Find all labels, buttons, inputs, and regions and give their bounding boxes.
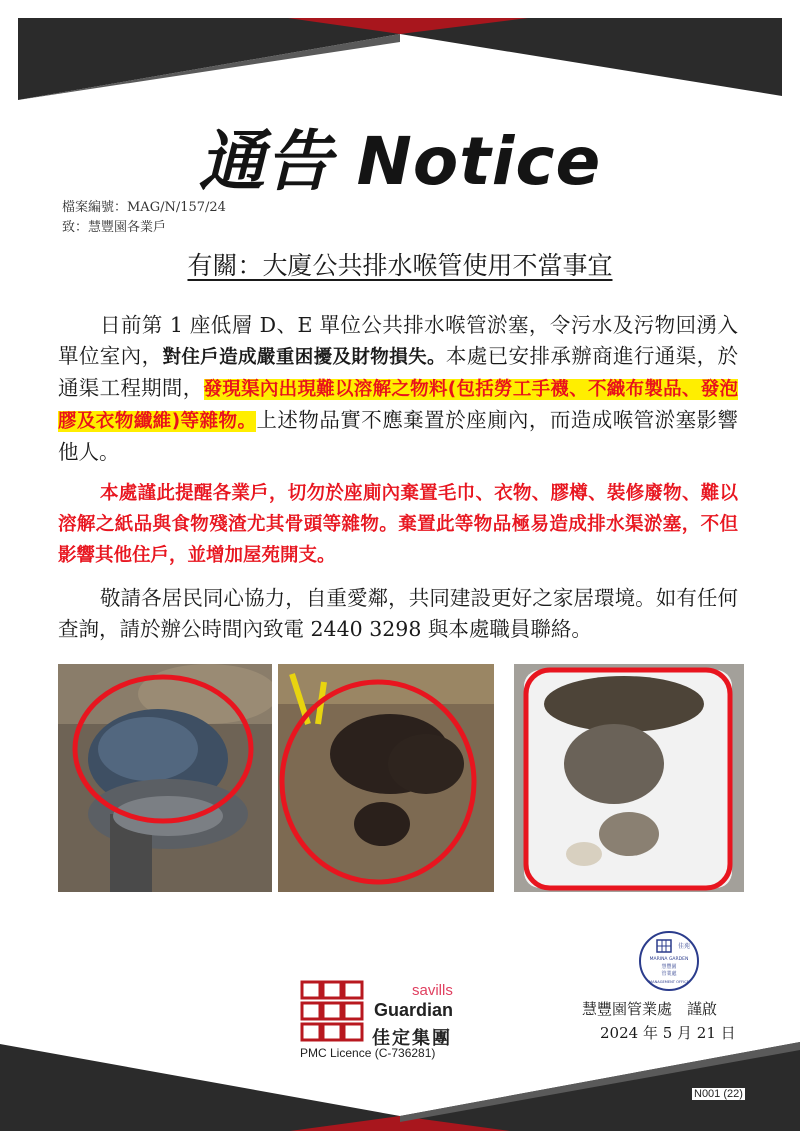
svg-text:MARINA GARDEN: MARINA GARDEN [649,957,689,962]
file-number: 檔案編號：MAG/N/157/24 [62,200,226,215]
svg-text:MANAGEMENT OFFICE: MANAGEMENT OFFICE [649,980,689,984]
photo-debris-on-ground [278,664,494,892]
pmc-licence: PMC Licence (C-736281) [300,1046,436,1060]
guardian-wordmark: Guardian [374,1000,454,1020]
guardian-logo-icon [300,980,364,1042]
signoff-office: 慧豐園管業處 謹啟 [582,1000,718,1018]
p1-bold-text: 對住戶造成嚴重困擾及財物損失。 [162,347,446,368]
p1-highlight-text: 發現渠內出現難以溶解之物料(包括勞工手襪、不織布製品、發泡膠及衣物纖維)等雜物。 [58,379,738,432]
p1-text-a: 日前第 1 座低層 D、E 單位公共排水喉管淤塞，令污水及污物回湧入單位室內， [58,313,738,368]
subject-text: 有關：大廈公共排水喉管使用不當事宜 [187,251,613,280]
recipient: 致：慧豐園各業戶 [62,220,167,235]
svg-text:慧豐園: 慧豐園 [661,964,677,970]
svg-text:佳苑: 佳苑 [678,943,691,950]
savills-wordmark: savills [412,982,453,999]
guardian-chinese-name: 佳定集團 [372,1028,452,1048]
p1-text-b: 本處已安排承辦商進行通渠，於通渠工程期間， [58,344,738,400]
management-office-stamp [638,930,700,992]
bottom-banner [0,1036,800,1131]
signoff-date: 2024 年 5 月 21 日 [600,1024,736,1042]
document-code: N001 (22) [694,1088,743,1100]
svg-text:管業處: 管業處 [661,971,677,977]
paragraph-3: 敬請各居民同心協力，自重愛鄰，共同建設更好之家居環境。如有任何查詢，請於辦公時間內致電 2440 3298 與本處職員聯絡。 [58,586,738,641]
paragraph-1 [58,310,738,468]
p1-text-c: 上述物品實不應棄置於座廁內，而造成喉管淤塞影響他人。 [58,408,738,464]
photo-blocked-pipe [58,664,272,892]
top-banner [18,18,782,100]
subject-heading [0,246,800,282]
paragraph-2: 本處謹此提醒各業戶，切勿於座廁內棄置毛巾、衣物、膠樽、裝修廢物、難以溶解之紙品與食物殘渣尤其骨頭等雜物。棄置此等物品極易造成排水渠淤塞，不但影響其他住戶，並增加屋苑開支。 [58,483,738,566]
photo-collected-debris [514,664,744,892]
page-title: 通告 Notice [198,123,602,200]
